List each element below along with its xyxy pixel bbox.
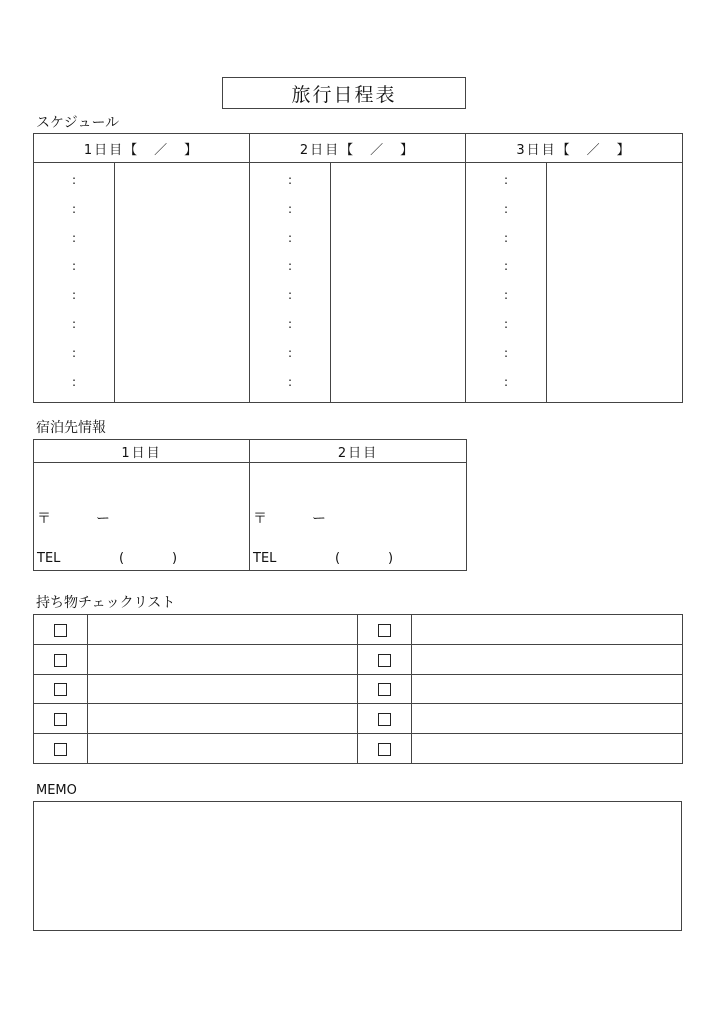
schedule-label: スケジュール [36,115,120,131]
table-row [34,674,683,704]
schedule-day1-header: 1日目【 ／ 】 [34,134,250,163]
lodging-day2-cell[interactable] [250,463,467,571]
schedule-day1-times[interactable] [34,163,115,403]
schedule-table [33,133,683,403]
time-slot: : [287,230,293,245]
checkbox[interactable] [378,683,391,696]
tel-label: TEL [37,551,61,566]
lodging-day2-header: 2日目 [250,440,467,463]
checklist-item-field[interactable] [412,674,683,704]
checkbox[interactable] [54,624,67,637]
time-slot: : [503,230,509,245]
tel-label: TEL [253,551,277,566]
time-list [34,163,114,402]
time-slot: : [503,173,509,187]
memo-area[interactable] [33,801,682,931]
memo-label: MEMO [36,783,77,798]
checkbox-cell[interactable] [358,734,412,764]
time-slot: : [71,201,77,216]
checkbox-cell[interactable] [34,644,88,674]
time-slot: : [503,201,509,216]
time-list [250,163,330,402]
checkbox-cell[interactable] [358,615,412,645]
time-slot: : [71,173,77,187]
checkbox[interactable] [378,713,391,726]
checkbox[interactable] [378,743,391,756]
checkbox-cell[interactable] [34,674,88,704]
table-row [34,644,683,674]
checklist-item-field[interactable] [88,674,358,704]
checkbox[interactable] [378,624,391,637]
lodging-label: 宿泊先情報 [36,420,106,436]
checkbox[interactable] [54,654,67,667]
schedule-day2-times[interactable] [250,163,331,403]
time-slot: : [503,374,509,389]
schedule-day3-details[interactable] [547,163,683,403]
checkbox-cell[interactable] [34,734,88,764]
checkbox[interactable] [54,683,67,696]
time-slot: : [287,345,293,360]
time-slot: : [503,259,509,274]
checkbox-cell[interactable] [34,704,88,734]
time-slot: : [71,230,77,245]
checkbox-cell[interactable] [358,674,412,704]
postal-dash: ー [96,511,110,527]
schedule-day2-header: 2日目【 ／ 】 [250,134,466,163]
checklist-label: 持ち物チェックリスト [36,595,176,611]
time-slot: : [503,345,509,360]
tel-paren-close: ) [172,551,178,566]
lodging-day1-cell[interactable] [34,463,250,571]
tel-paren-open: ( [335,551,341,566]
checklist-item-field[interactable] [412,704,683,734]
checklist-item-field[interactable] [88,615,358,645]
time-slot: : [503,316,509,331]
schedule-day2-details[interactable] [331,163,466,403]
time-slot: : [287,259,293,274]
schedule-day1-details[interactable] [115,163,250,403]
time-slot: : [71,345,77,360]
postal-mark: 〒 [253,511,267,527]
time-slot: : [287,316,293,331]
page-title: 旅行日程表 [222,77,466,109]
checklist-item-field[interactable] [412,615,683,645]
checkbox[interactable] [54,743,67,756]
checklist-item-field[interactable] [88,704,358,734]
checklist-table [33,614,683,764]
time-slot: : [287,288,293,303]
postal-mark: 〒 [37,511,51,527]
time-slot: : [71,259,77,274]
checkbox-cell[interactable] [358,644,412,674]
time-slot: : [287,201,293,216]
checklist-item-field[interactable] [412,644,683,674]
checkbox[interactable] [378,654,391,667]
time-list [466,163,546,402]
time-slot: : [287,374,293,389]
schedule-day3-times[interactable] [466,163,547,403]
checklist-item-field[interactable] [88,644,358,674]
tel-paren-open: ( [119,551,125,566]
table-row [34,704,683,734]
postal-dash: ー [312,511,326,527]
lodging-day1-header: 1日目 [34,440,250,463]
lodging-table [33,439,467,571]
checkbox[interactable] [54,713,67,726]
time-slot: : [287,173,293,187]
checkbox-cell[interactable] [358,704,412,734]
time-slot: : [71,288,77,303]
time-slot: : [71,374,77,389]
checklist-item-field[interactable] [412,734,683,764]
checkbox-cell[interactable] [34,615,88,645]
checklist-item-field[interactable] [88,734,358,764]
table-row [34,615,683,645]
schedule-day3-header: 3日目【 ／ 】 [466,134,683,163]
table-row [34,734,683,764]
time-slot: : [503,288,509,303]
tel-paren-close: ) [388,551,394,566]
time-slot: : [71,316,77,331]
